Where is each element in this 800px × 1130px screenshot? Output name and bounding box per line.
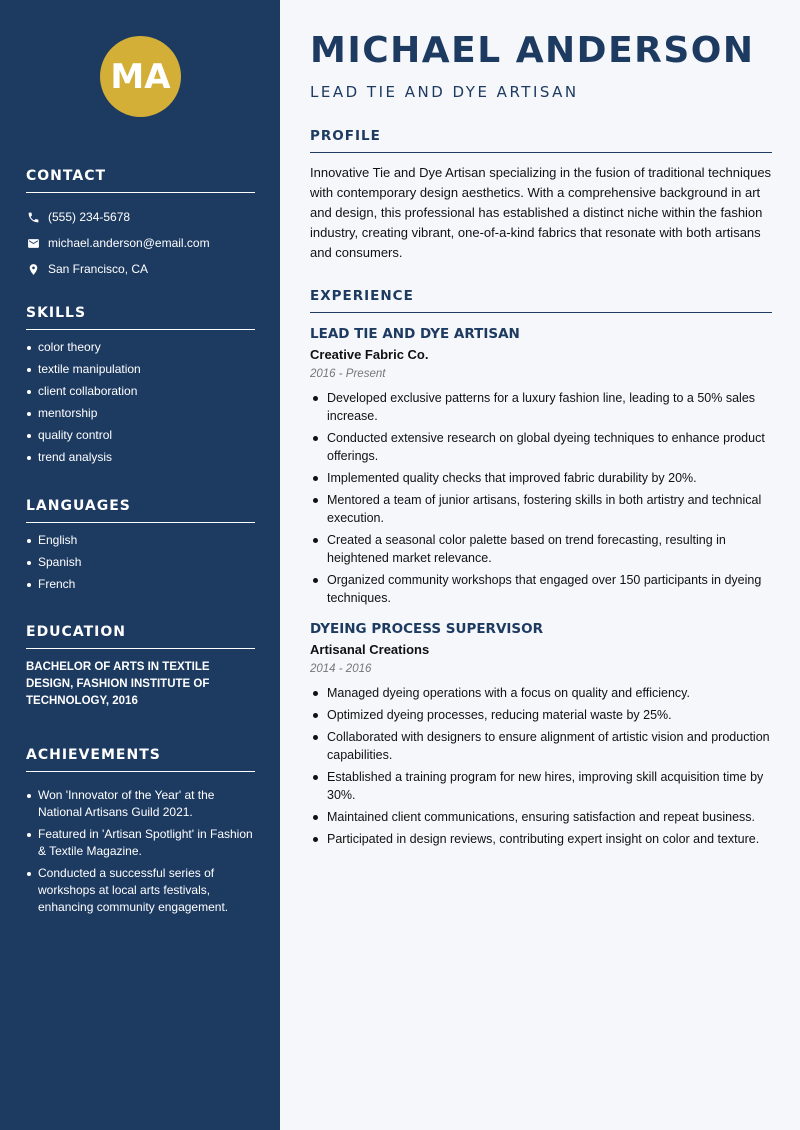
- experience-section: [310, 288, 772, 852]
- sidebar: [0, 0, 280, 1130]
- profile-section: [310, 128, 772, 263]
- list-item: Conducted extensive research on global dyeing techniques to enhance product offerings.: [310, 429, 772, 465]
- list-item: color theory: [26, 339, 255, 356]
- education-section: [26, 624, 255, 710]
- job-entry: [310, 621, 772, 848]
- job-dates: 2016 - Present: [310, 368, 386, 380]
- list-item: mentorship: [26, 405, 255, 422]
- job-bullets: [310, 389, 772, 607]
- contact-phone-text[interactable]: (555) 234-5678: [48, 210, 131, 224]
- experience-title: EXPERIENCE: [310, 288, 772, 313]
- list-item: Developed exclusive patterns for a luxury fashion line, leading to a 50% sales increase.: [310, 389, 772, 425]
- job-entry: [310, 326, 772, 607]
- list-item: Participated in design reviews, contributing expert insight on color and texture.: [310, 830, 772, 848]
- contact-list: [26, 204, 255, 282]
- list-item: Organized community workshops that engaged over 150 participants in dyeing techniques.: [310, 571, 772, 607]
- skills-section: [26, 305, 255, 471]
- skills-list: [26, 339, 255, 466]
- list-item: Created a seasonal color palette based on trend forecasting, resulting in heightened market relevance.: [310, 531, 772, 567]
- list-item: Maintained client communications, ensuring satisfaction and repeat business.: [310, 808, 772, 826]
- achievements-list: [26, 787, 255, 916]
- page-title: MICHAEL ANDERSON: [310, 30, 755, 71]
- languages-list: [26, 532, 255, 593]
- list-item: Implemented quality checks that improved fabric durability by 20%.: [310, 469, 772, 487]
- list-item: Won 'Innovator of the Year' at the National Artisans Guild 2021.: [26, 787, 255, 821]
- job-dates: 2014 - 2016: [310, 663, 372, 675]
- education-title: EDUCATION: [26, 624, 255, 649]
- skills-title: SKILLS: [26, 305, 255, 330]
- contact-phone: [26, 204, 255, 230]
- job-bullets: [310, 684, 772, 848]
- contact-email-text[interactable]: michael.anderson@email.com: [48, 236, 210, 250]
- job-title: LEAD TIE AND DYE ARTISAN: [310, 326, 520, 342]
- contact-location: [26, 256, 255, 282]
- achievements-section: [26, 747, 255, 921]
- list-item: French: [26, 576, 255, 593]
- achievements-title: ACHIEVEMENTS: [26, 747, 255, 772]
- list-item: Established a training program for new hires, improving skill acquisition time by 30%.: [310, 768, 772, 804]
- list-item: Spanish: [26, 554, 255, 571]
- list-item: textile manipulation: [26, 361, 255, 378]
- location-icon: [26, 262, 40, 276]
- languages-section: [26, 498, 255, 598]
- list-item: Optimized dyeing processes, reducing material waste by 25%.: [310, 706, 772, 724]
- contact-section: [26, 168, 255, 282]
- job-company: Creative Fabric Co.: [310, 347, 429, 362]
- contact-email: [26, 230, 255, 256]
- list-item: trend analysis: [26, 449, 255, 466]
- contact-title: CONTACT: [26, 168, 255, 193]
- profile-title: PROFILE: [310, 128, 772, 153]
- list-item: Managed dyeing operations with a focus on quality and efficiency.: [310, 684, 772, 702]
- profile-text: Innovative Tie and Dye Artisan specializing in the fusion of traditional techniques with contemporary design aesthetics. With a comprehensive background in art and design, this professional has established a distinct niche within the fashion industry, creating vibrant, one-of-a-kind fabrics that resonate with both artisans and consumers.: [310, 165, 772, 260]
- phone-icon: [26, 210, 40, 224]
- list-item: quality control: [26, 427, 255, 444]
- list-item: English: [26, 532, 255, 549]
- list-item: client collaboration: [26, 383, 255, 400]
- job-title: DYEING PROCESS SUPERVISOR: [310, 621, 544, 637]
- list-item: Conducted a successful series of workshops at local arts festivals, enhancing community engagement.: [26, 865, 255, 916]
- list-item: Collaborated with designers to ensure alignment of artistic vision and production capabilities.: [310, 728, 772, 764]
- languages-title: LANGUAGES: [26, 498, 255, 523]
- email-icon: [26, 236, 40, 250]
- contact-location-text: San Francisco, CA: [48, 262, 149, 276]
- education-text: BACHELOR OF ARTS IN TEXTILE DESIGN, FASHION INSTITUTE OF TECHNOLOGY, 2016: [26, 661, 210, 707]
- avatar: MA: [100, 36, 181, 117]
- role-subtitle: LEAD TIE AND DYE ARTISAN: [310, 83, 579, 101]
- list-item: Mentored a team of junior artisans, fostering skills in both artistry and technical execution.: [310, 491, 772, 527]
- list-item: Featured in 'Artisan Spotlight' in Fashion & Textile Magazine.: [26, 826, 255, 860]
- job-company: Artisanal Creations: [310, 642, 430, 657]
